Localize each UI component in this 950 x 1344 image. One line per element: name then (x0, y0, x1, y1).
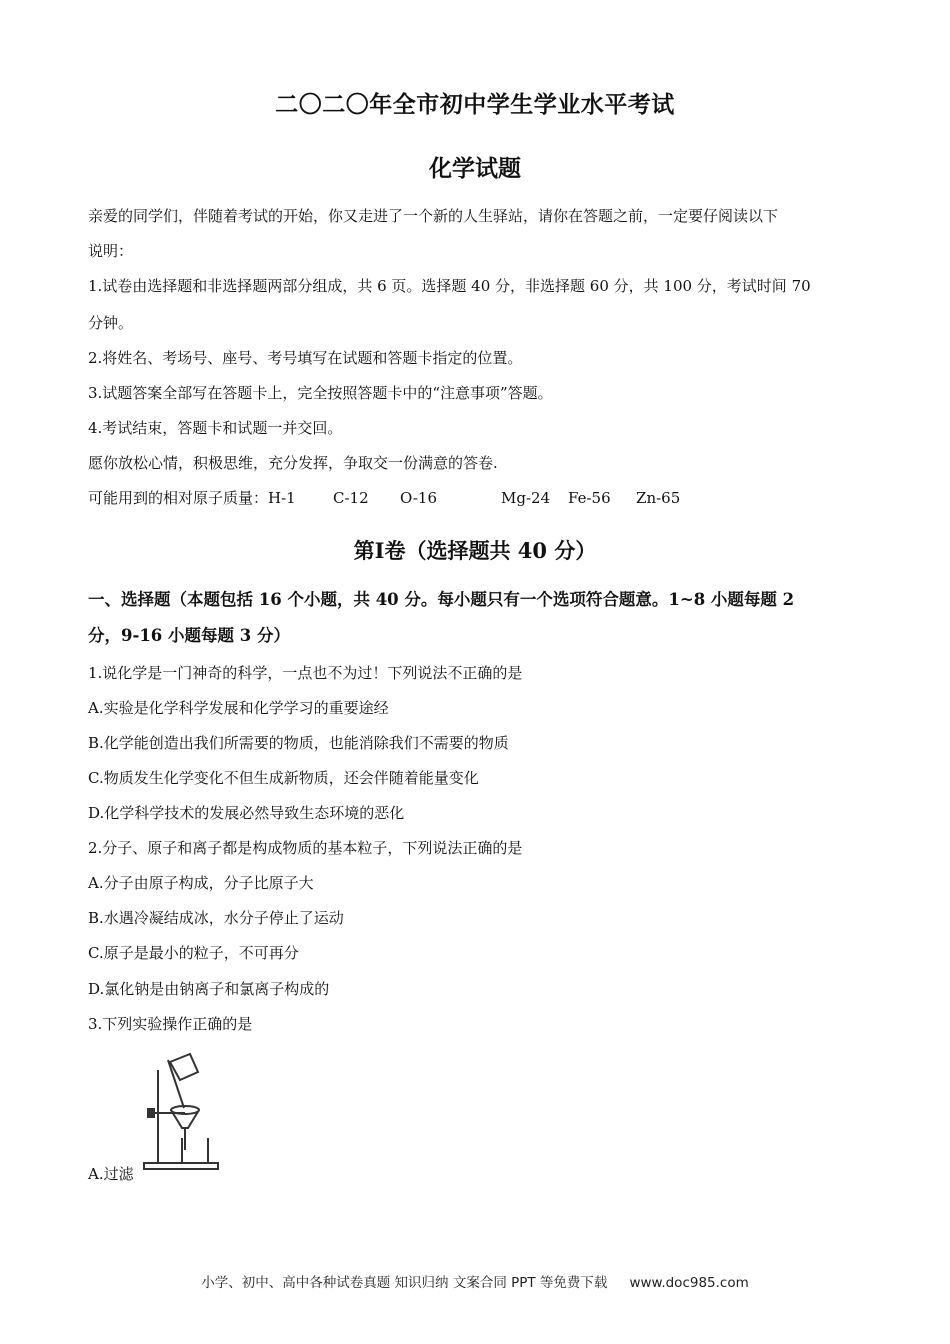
q3-stem: 3.下列实验操作正确的是 (88, 1015, 253, 1033)
atomic-mass-c: C-12 (333, 489, 369, 507)
q1-option-c: C.物质发生化学变化不但生成新物质，还会伴随着能量变化 (88, 769, 479, 787)
atomic-mass-label: 可能用到的相对原子质量： (88, 489, 269, 507)
atomic-mass-fe: Fe-56 (568, 489, 611, 507)
wish-line: 愿你放松心情，积极思维，充分发挥，争取交一份满意的答卷. (88, 454, 498, 472)
q1-option-d: D.化学科学技术的发展必然导致生态环境的恶化 (88, 804, 405, 822)
q2-stem: 2.分子、原子和离子都是构成物质的基本粒子，下列说法正确的是 (88, 839, 523, 857)
glass-rod (168, 1060, 184, 1108)
note-3: 3.试题答案全部写在答题卡上，完全按照答题卡中的“注意事项”答题。 (88, 384, 553, 402)
section-heading-a: 一、选择题（本题包括 16 个小题，共 40 分。每小题只有一个选项符合题意。1~8 小题每题 2 (88, 590, 795, 609)
atomic-mass-line (88, 488, 680, 508)
q3-option-a: A.过滤 (88, 1165, 134, 1183)
footer-site-link[interactable]: www.doc985.com (629, 1275, 749, 1291)
q2-option-d: D.氯化钠是由钠离子和氯离子构成的 (88, 980, 330, 998)
subject-title: 化学试题 (429, 155, 521, 182)
atomic-mass-zn: Zn-65 (636, 489, 681, 507)
q1-option-a: A.实验是化学科学发展和化学学习的重要途经 (88, 699, 389, 717)
clamp-knob (148, 1109, 154, 1117)
section-heading-b: 分，9-16 小题每题 3 分） (88, 626, 291, 645)
q1-option-b: B.化学能创造出我们所需要的物质，也能消除我们不需要的物质 (88, 734, 509, 752)
q1-stem: 1.说化学是一门神奇的科学，一点也不为过！下列说法不正确的是 (88, 664, 523, 682)
q2-option-a: A.分子由原子构成，分子比原子大 (88, 874, 314, 892)
note-1b: 分钟。 (88, 314, 134, 332)
atomic-mass-h: H-1 (268, 489, 296, 507)
q2-option-c: C.原子是最小的粒子，不可再分 (88, 944, 299, 962)
note-4: 4.考试结束，答题卡和试题一并交回。 (88, 419, 343, 437)
page-footer (0, 1271, 950, 1291)
filtration-apparatus-figure (140, 1050, 220, 1175)
footer-text: 小学、初中、高中各种试卷真题 知识归纳 文案合同 PPT 等免费下载 (201, 1275, 608, 1291)
exam-title: 二〇二〇年全市初中学生学业水平考试 (275, 91, 675, 118)
atomic-mass-mg: Mg-24 (501, 489, 551, 507)
intro-line-1: 亲爱的同学们，伴随着考试的开始，你又走进了一个新的人生驿站，请你在答题之前，一定要仔阅读以下 (88, 207, 779, 225)
intro-line-2: 说明： (88, 242, 134, 260)
atomic-mass-o: O-16 (400, 489, 438, 507)
note-2: 2.将姓名、考场号、座号、考号填写在试题和答题卡指定的位置。 (88, 349, 523, 367)
section-title: 第Ⅰ卷（选择题共 40 分） (353, 538, 597, 563)
q2-option-b: B.水遇冷凝结成冰，水分子停止了运动 (88, 909, 344, 927)
note-1a: 1.试卷由选择题和非选择题两部分组成，共 6 页。选择题 40 分，非选择题 60 分，共 100 分，考试时间 70 (88, 277, 811, 295)
